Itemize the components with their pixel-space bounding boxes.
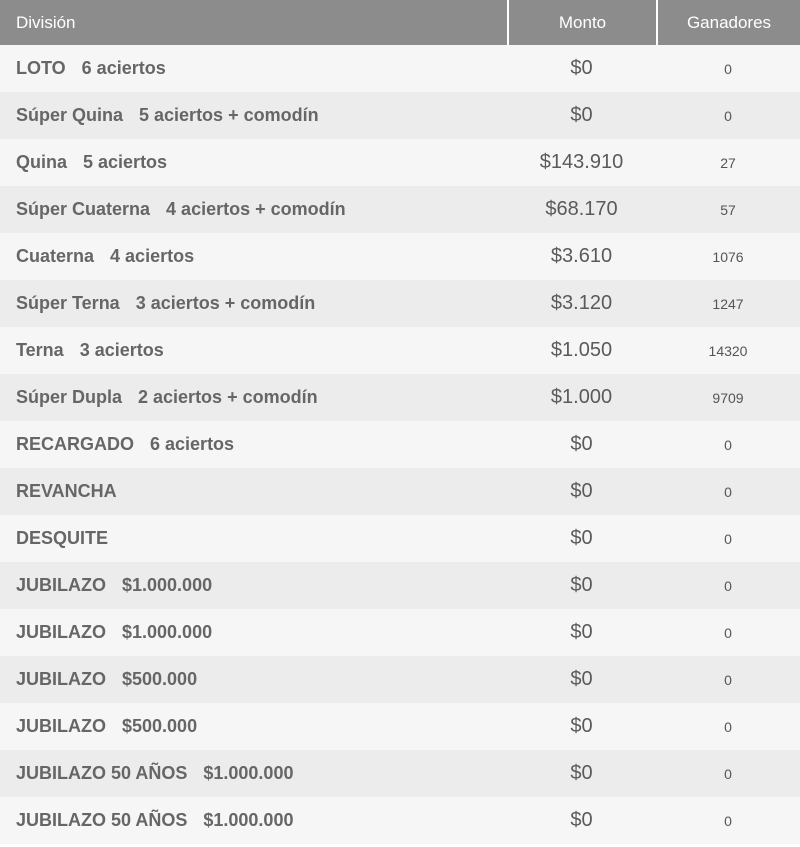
division-detail: $1.000.000: [203, 763, 294, 783]
monto-cell: $0: [570, 57, 593, 79]
division-name: JUBILAZO: [16, 669, 106, 689]
division-cell: [0, 387, 507, 408]
division-name: Súper Quina: [16, 105, 124, 125]
division-cell: [0, 434, 507, 455]
division-cell: [0, 763, 507, 784]
division-detail: 4 aciertos: [110, 246, 195, 266]
table-row: [0, 233, 800, 280]
monto-cell: $0: [570, 621, 593, 643]
monto-cell: $0: [570, 574, 593, 596]
table-row: [0, 656, 800, 703]
ganadores-cell: 14320: [708, 342, 748, 359]
monto-cell: $0: [570, 104, 593, 126]
division-detail: $1.000.000: [203, 810, 294, 830]
ganadores-cell: 0: [724, 577, 732, 594]
ganadores-cell: 9709: [712, 389, 744, 406]
division-name: LOTO: [16, 58, 66, 78]
ganadores-cell: 27: [720, 154, 736, 171]
table-row: [0, 280, 800, 327]
division-detail: 6 aciertos: [81, 58, 166, 78]
division-detail: $500.000: [122, 669, 198, 689]
division-cell: [0, 199, 507, 220]
ganadores-cell: 0: [724, 671, 732, 688]
division-detail: 6 aciertos: [150, 434, 235, 454]
table-header: [0, 0, 800, 45]
monto-cell: $1.050: [550, 339, 613, 361]
monto-cell: $1.000: [550, 386, 613, 408]
ganadores-cell: 0: [724, 60, 732, 77]
monto-cell: $0: [570, 668, 593, 690]
header-monto: Monto: [507, 0, 656, 45]
ganadores-cell: 0: [724, 624, 732, 641]
division-cell: [0, 622, 507, 643]
division-detail: $500.000: [122, 716, 198, 736]
division-cell: [0, 575, 507, 596]
monto-cell: $3.610: [550, 245, 613, 267]
division-cell: [0, 810, 507, 831]
table-row: [0, 92, 800, 139]
division-name: RECARGADO: [16, 434, 135, 454]
table-row: [0, 562, 800, 609]
ganadores-cell: 0: [724, 718, 732, 735]
division-cell: [0, 528, 507, 549]
monto-cell: $3.120: [550, 292, 613, 314]
division-cell: [0, 58, 507, 79]
monto-cell: $0: [570, 715, 593, 737]
header-division: División: [16, 12, 76, 32]
ganadores-cell: 0: [724, 436, 732, 453]
division-detail: 3 aciertos: [79, 340, 164, 360]
table-row: [0, 139, 800, 186]
division-cell: [0, 716, 507, 737]
ganadores-cell: 1076: [712, 248, 744, 265]
ganadores-cell: 0: [724, 483, 732, 500]
division-name: JUBILAZO 50 AÑOS: [16, 763, 188, 783]
table-row: [0, 45, 800, 92]
division-name: JUBILAZO 50 AÑOS: [16, 810, 188, 830]
division-name: JUBILAZO: [16, 575, 106, 595]
monto-cell: $0: [570, 527, 593, 549]
division-name: Súper Terna: [16, 293, 120, 313]
table-row: [0, 374, 800, 421]
monto-cell: $0: [570, 433, 593, 455]
table-row: [0, 186, 800, 233]
division-cell: [0, 293, 507, 314]
monto-cell: $68.170: [545, 198, 618, 220]
division-name: Terna: [16, 340, 64, 360]
table-row: [0, 609, 800, 656]
division-detail: $1.000.000: [122, 622, 213, 642]
ganadores-cell: 0: [724, 107, 732, 124]
division-name: DESQUITE: [16, 528, 109, 548]
division-cell: [0, 246, 507, 267]
division-detail: 2 aciertos + comodín: [138, 387, 318, 407]
division-name: JUBILAZO: [16, 622, 106, 642]
division-cell: [0, 669, 507, 690]
table-row: [0, 515, 800, 562]
division-name: Cuaterna: [16, 246, 95, 266]
division-cell: [0, 152, 507, 173]
table-row: [0, 797, 800, 844]
table-row: [0, 750, 800, 797]
division-name: REVANCHA: [16, 481, 117, 501]
division-detail: 3 aciertos + comodín: [135, 293, 316, 313]
table-body: [0, 45, 800, 844]
division-cell: [0, 481, 507, 502]
ganadores-cell: 0: [724, 812, 732, 829]
ganadores-cell: 0: [724, 530, 732, 547]
division-detail: 5 aciertos: [83, 152, 168, 172]
ganadores-cell: 1247: [712, 295, 744, 312]
monto-cell: $0: [570, 480, 593, 502]
table-row: [0, 421, 800, 468]
ganadores-cell: 0: [724, 765, 732, 782]
ganadores-cell: 57: [720, 201, 736, 218]
division-name: Súper Cuaterna: [16, 199, 151, 219]
table-row: [0, 327, 800, 374]
division-detail: 5 aciertos + comodín: [139, 105, 319, 125]
header-ganadores: Ganadores: [656, 0, 800, 45]
division-cell: [0, 340, 507, 361]
monto-cell: $0: [570, 762, 593, 784]
division-cell: [0, 105, 507, 126]
division-name: JUBILAZO: [16, 716, 106, 736]
monto-cell: $0: [570, 809, 593, 831]
table-row: [0, 703, 800, 750]
table-row: [0, 468, 800, 515]
division-name: Quina: [16, 152, 68, 172]
monto-cell: $143.910: [539, 151, 624, 173]
division-detail: 4 aciertos + comodín: [166, 199, 346, 219]
division-detail: $1.000.000: [122, 575, 213, 595]
division-name: Súper Dupla: [16, 387, 123, 407]
